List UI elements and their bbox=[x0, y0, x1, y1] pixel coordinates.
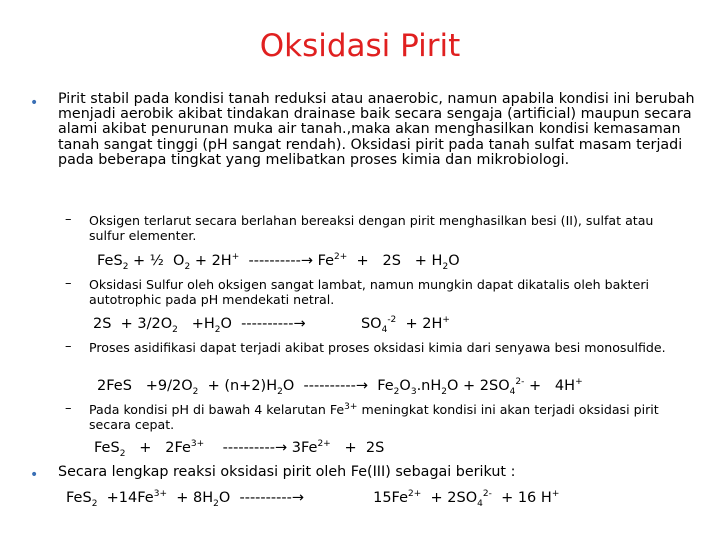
arrow-line: ---------- bbox=[303, 378, 356, 394]
dash-icon: – bbox=[65, 276, 72, 291]
arrow-icon: → bbox=[355, 378, 368, 394]
dash-icon: – bbox=[65, 212, 72, 227]
arrow-line: ---------- bbox=[239, 490, 292, 506]
sub-point-4: Pada kondisi pH di bawah 4 kelarutan $Fe^{3+}$ meningkat kondisi ini akan terjadi oksidasi pirit secara cepat. bbox=[89, 401, 659, 432]
arrow-line: ---------- bbox=[248, 253, 301, 269]
bullet-icon: • bbox=[30, 95, 39, 111]
bullet-paragraph-1: Pirit stabil pada kondisi tanah reduksi atau anaerobic, namun apabila kondisi ini berubah menjadi aerobik akibat tindakan drainase baik secara sengaja (artificial) maupun secara alami akibat penurunan muka air tanah.,maka akan menghasilkan kondisi kemasaman tanah sangat tinggi (pH sangat rendah). Oksidasi pirit pada tanah sulfat masam terjadi pada beberapa tingkat yang melibatkan proses kimia dan mikrobiologi. bbox=[58, 91, 695, 168]
dash-icon: – bbox=[65, 339, 72, 354]
slide-title: Oksidasi Pirit bbox=[259, 28, 461, 64]
equation-4: $FeS_2 + 2Fe^{3+}$ ----------→ $3Fe^{2+} + 2S$ bbox=[94, 439, 385, 459]
arrow-icon: → bbox=[274, 440, 288, 456]
bullet-paragraph-2: Secara lengkap reaksi oksidasi pirit oleh Fe(III) sebagai berikut : bbox=[58, 464, 516, 480]
arrow-line: ---------- bbox=[241, 316, 294, 332]
sub-point-3: Proses asidifikasi dapat terjadi akibat proses oksidasi kimia dari senyawa besi monosulfide. bbox=[89, 340, 666, 355]
arrow-icon: → bbox=[300, 253, 313, 269]
equation-3: $2FeS +9/2O_2 + (n+2)H_2O$ ----------→ $Fe_2O_3.nH_2O + 2SO_4^{2-} + 4H^+$ bbox=[97, 377, 583, 397]
equation-5: $FeS_2 +14Fe^{3+} + 8H_2O$ ----------→ $15Fe^{2+} + 2SO_4^{2-} + 16$ H+ bbox=[66, 489, 560, 509]
arrow-line: ---------- bbox=[222, 440, 275, 456]
sub-point-1: Oksigen terlarut secara berlahan bereaksi dengan pirit menghasilkan besi (II), sulfat atau sulfur elementer. bbox=[89, 213, 654, 243]
sub-point-2: Oksidasi Sulfur oleh oksigen sangat lambat, namun mungkin dapat dikatalis oleh bakteri autotrophic pada pH mendekati netral. bbox=[89, 277, 649, 307]
equation-2: $2S + 3/2O_2 +H_2O$ ----------→ $SO_4^{-2} + 2H^+$ bbox=[93, 315, 450, 335]
arrow-icon: → bbox=[293, 316, 306, 332]
arrow-icon: → bbox=[291, 490, 304, 506]
equation-1: FeS$_2$ + ½ $O_2 + 2H^+$ ----------→ $Fe^{2+} + 2S + H_2O$ bbox=[97, 252, 460, 272]
dash-icon: – bbox=[65, 401, 72, 416]
bullet-icon: • bbox=[30, 467, 39, 483]
